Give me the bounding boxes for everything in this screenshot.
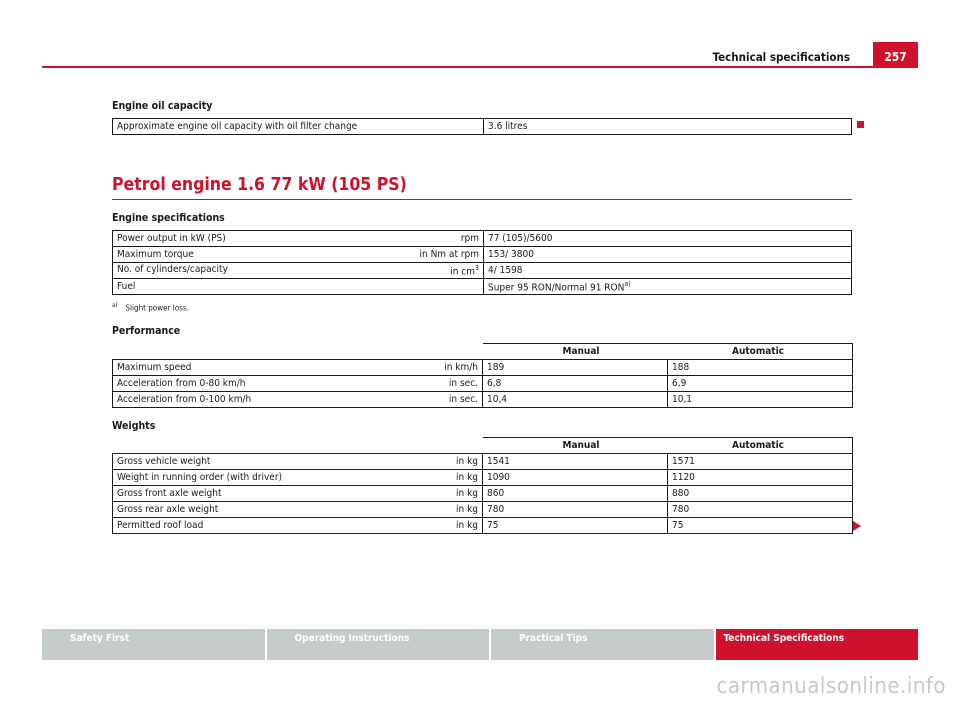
engine-spec-table <box>112 230 852 295</box>
row-automatic: 188 <box>668 360 853 376</box>
table-row <box>113 470 853 486</box>
footer-tab-practical-tips[interactable]: Practical Tips <box>491 629 714 660</box>
row-unit: in cm <box>450 266 475 278</box>
row-automatic: 75 <box>668 518 853 534</box>
table-row <box>113 392 853 408</box>
column-header-automatic: Automatic <box>668 438 853 454</box>
row-manual: 1090 <box>483 470 668 486</box>
table-row <box>113 360 853 376</box>
column-header-manual: Manual <box>483 438 668 454</box>
row-unit: in kg <box>456 456 478 467</box>
table-header-row <box>113 344 853 360</box>
row-automatic: 1120 <box>668 470 853 486</box>
row-manual: 6,8 <box>483 376 668 392</box>
section-end-icon <box>857 121 864 128</box>
table-row <box>113 486 853 502</box>
weights-table <box>112 437 853 534</box>
table-row <box>113 518 853 534</box>
row-label: Maximum torque <box>117 249 194 260</box>
row-manual: 780 <box>483 502 668 518</box>
footer-tab-technical-specifications[interactable]: Technical Specifications <box>716 629 919 660</box>
table-cell-label <box>113 518 483 534</box>
heading-rule <box>112 199 852 200</box>
table-header-blank <box>113 438 483 454</box>
row-label: Gross rear axle weight <box>117 504 219 515</box>
footnote-text: Slight power loss. <box>125 303 189 313</box>
table-row <box>113 454 853 470</box>
row-unit: in Nm at rpm <box>419 249 479 260</box>
table-cell-label <box>113 231 484 247</box>
row-manual: 75 <box>483 518 668 534</box>
footer-nav <box>42 629 918 660</box>
table-cell-label <box>113 470 483 486</box>
row-unit-superscript: 3 <box>474 263 479 272</box>
column-header-manual: Manual <box>483 344 668 360</box>
table-cell-label <box>113 392 483 408</box>
row-label: Acceleration from 0-80 km/h <box>117 378 246 389</box>
oil-capacity-table <box>112 118 852 135</box>
table-row <box>113 247 852 263</box>
row-label: Permitted roof load <box>117 520 204 531</box>
row-value: 4/ 1598 <box>484 263 852 279</box>
column-header-automatic: Automatic <box>668 344 853 360</box>
row-automatic: 6,9 <box>668 376 853 392</box>
table-row <box>113 502 853 518</box>
row-automatic: 880 <box>668 486 853 502</box>
row-label: Gross front axle weight <box>117 488 222 499</box>
footnote-reference: a) <box>624 279 631 288</box>
row-manual: 10,4 <box>483 392 668 408</box>
oil-capacity-label: Engine oil capacity <box>112 100 213 112</box>
row-value: 153/ 3800 <box>484 247 852 263</box>
table-cell-label <box>113 360 483 376</box>
performance-table <box>112 343 853 408</box>
table-cell-label <box>113 454 483 470</box>
header-rule <box>42 66 918 68</box>
footer-tab-safety-first[interactable]: Safety First <box>42 629 265 660</box>
row-manual: 860 <box>483 486 668 502</box>
table-header-row <box>113 438 853 454</box>
row-label: Power output in kW (PS) <box>117 233 226 244</box>
page-number: 257 <box>873 42 918 68</box>
footnote-marker: a) <box>112 302 118 309</box>
row-unit: in kg <box>456 472 478 483</box>
table-row <box>113 376 853 392</box>
row-label: Acceleration from 0-100 km/h <box>117 394 252 405</box>
row-label: No. of cylinders/capacity <box>117 263 228 275</box>
row-unit: in kg <box>456 520 478 531</box>
row-value-cell <box>484 279 852 295</box>
watermark: carmanualsonline.info <box>716 674 946 699</box>
running-header-title: Technical specifications <box>712 50 850 64</box>
row-unit: rpm <box>460 233 479 244</box>
table-row <box>113 231 852 247</box>
table-cell-label <box>113 263 484 279</box>
table-cell-label <box>113 376 483 392</box>
continue-arrow-icon <box>853 521 861 531</box>
table-row <box>113 279 852 295</box>
table-cell-label <box>113 247 484 263</box>
row-unit: in kg <box>456 488 478 499</box>
row-automatic: 1571 <box>668 454 853 470</box>
table-cell-label <box>113 279 484 295</box>
row-manual: 189 <box>483 360 668 376</box>
row-manual: 1541 <box>483 454 668 470</box>
footnote <box>112 302 189 313</box>
row-unit-group <box>450 264 479 277</box>
oil-capacity-row-label: Approximate engine oil capacity with oil filter change <box>113 119 484 135</box>
row-automatic: 10,1 <box>668 392 853 408</box>
row-unit: in sec. <box>448 394 478 405</box>
engine-spec-label: Engine specifications <box>112 212 225 224</box>
row-label: Fuel <box>117 281 136 292</box>
row-label: Gross vehicle weight <box>117 456 211 467</box>
performance-label: Performance <box>112 325 181 337</box>
page-title: Petrol engine 1.6 77 kW (105 PS) <box>112 175 407 195</box>
table-row <box>113 119 852 135</box>
row-value: Super 95 RON/Normal 91 RON <box>488 282 625 294</box>
oil-capacity-row-value: 3.6 litres <box>484 119 852 135</box>
table-cell-label <box>113 502 483 518</box>
table-cell-label <box>113 486 483 502</box>
footer-tab-operating-instructions[interactable]: Operating Instructions <box>267 629 490 660</box>
table-row <box>113 263 852 279</box>
row-automatic: 780 <box>668 502 853 518</box>
row-unit: in sec. <box>448 378 478 389</box>
row-unit: in kg <box>456 504 478 515</box>
row-unit: in km/h <box>444 362 478 373</box>
table-header-blank <box>113 344 483 360</box>
row-label: Weight in running order (with driver) <box>117 472 283 483</box>
row-label: Maximum speed <box>117 362 192 373</box>
row-value: 77 (105)/5600 <box>484 231 852 247</box>
weights-label: Weights <box>112 420 156 432</box>
